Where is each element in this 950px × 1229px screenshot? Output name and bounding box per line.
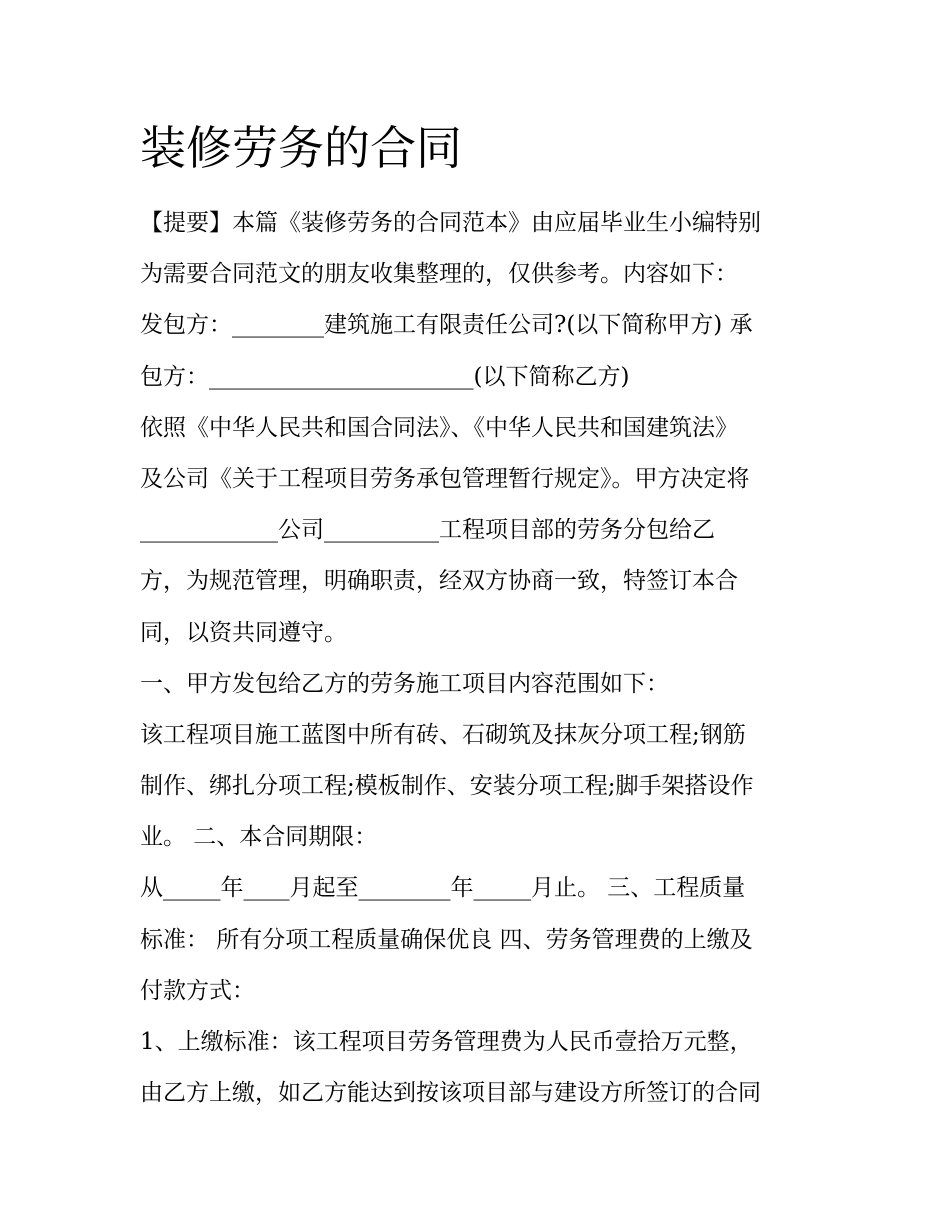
body-line: 该工程项目施工蓝图中所有砖、石砌筑及抹灰分项工程;钢筋 [140, 721, 746, 748]
document-body [140, 198, 820, 1119]
body-line: 发包方：________建筑施工有限责任公司?(以下简称甲方) 承 [140, 312, 753, 339]
document-title: 装修劳务的合同 [140, 121, 462, 175]
body-line: 方，为规范管理，明确职责，经双方协商一致，特签订本合 [140, 568, 738, 595]
body-line: 由乙方上缴，如乙方能达到按该项目部与建设方所签订的合同 [140, 1080, 761, 1107]
body-line: 依照《中华人民共和国合同法》、《中华人民共和国建筑法》 [140, 414, 738, 441]
body-line: 制作、绑扎分项工程;模板制作、安装分项工程;脚手架搭设作 [140, 773, 754, 800]
body-line: 标准： 所有分项工程质量确保优良 四、劳务管理费的上缴及 [140, 926, 753, 953]
body-line: 业。 二、本合同期限： [140, 824, 378, 851]
body-line: ____________公司__________工程项目部的劳务分包给乙 [140, 517, 715, 544]
body-line: 1、上缴标准：该工程项目劳务管理费为人民币壹拾万元整， [140, 1029, 753, 1055]
body-line: 为需要合同范文的朋友收集整理的，仅供参考。内容如下： [140, 261, 738, 288]
body-line: 包方：_______________________(以下简称乙方) [140, 363, 630, 390]
body-line: 付款方式： [140, 977, 255, 1004]
body-line: 一、甲方发包给乙方的劳务施工项目内容范围如下： [140, 670, 669, 697]
body-line: 及公司《关于工程项目劳务承包管理暂行规定》。甲方决定将 [140, 465, 750, 492]
body-line: 从_____年____月起至________年_____月止。 三、工程质量 [140, 875, 746, 902]
body-line: 【提要】本篇《装修劳务的合同范本》由应届毕业生小编特别 [140, 210, 761, 236]
body-line: 同，以资共同遵守。 [140, 619, 347, 646]
